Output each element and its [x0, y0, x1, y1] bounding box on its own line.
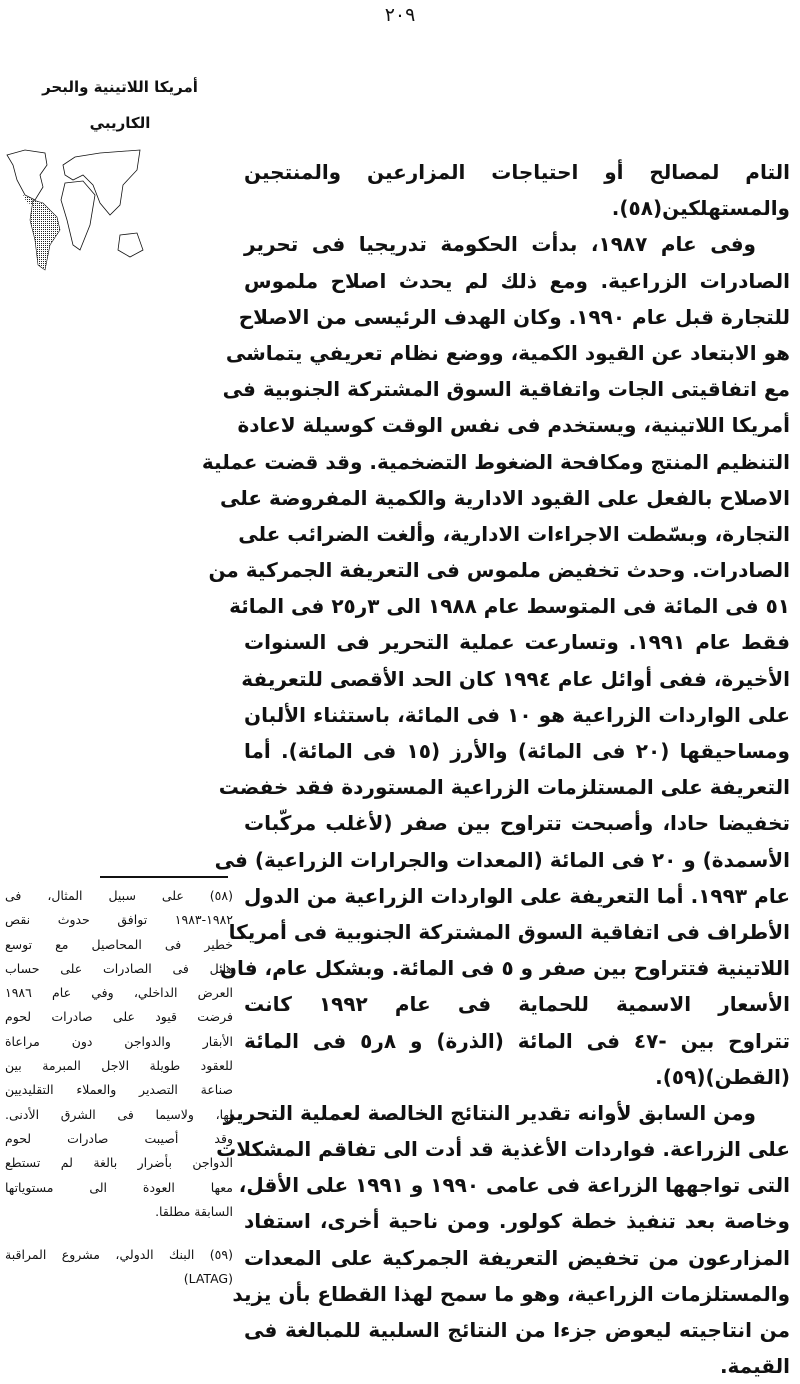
footnote-58	[5, 884, 233, 1224]
text-line: ٥١ فى المائة فى المتوسط عام ١٩٨٨ الى ٣ر٢٥ فى المائة	[229, 594, 790, 619]
text-line: على الواردات الزراعية هو ١٠ فى المائة، باستثناء الألبان	[244, 702, 790, 727]
footnote-line: معها العودة الى مستوياتها	[5, 1179, 233, 1195]
world-map-icon	[5, 145, 145, 275]
text-line: ومن السابق لأوانه تقدير النتائج الخالصة لعملية التحرير	[223, 1100, 756, 1125]
text-line: القيمة.	[719, 1354, 790, 1379]
text-line: التنظيم المنتج ومكافحة الضغوط التضخمية. وقد قضت عملية	[201, 449, 790, 474]
footnote-line: العرض الداخلي، وفي عام ١٩٨٦	[5, 985, 233, 1001]
footnote-line: (٥٩) البنك الدولي، مشروع المراقبة	[5, 1247, 233, 1262]
footnote-line: صناعة التصدير والعملاء التقليديين	[5, 1082, 233, 1098]
footnote-line: فرضت قيود على صادرات لحوم	[5, 1009, 233, 1025]
text-line: عام ١٩٩٣. أما التعريفة على الواردات الزراعية من الدول	[244, 883, 790, 908]
text-line: هو الابتعاد عن القيود الكمية، ووضع نظام تعريفي يتماشى	[225, 340, 790, 365]
sidebar-title-line1: أمريكا اللاتينية والبحر	[42, 78, 198, 96]
footnote-line: لها، ولاسيما فى الشرق الأدنى.	[5, 1106, 233, 1122]
text-line: التام لمصالح أو احتياجات المزارعين والمنتجين	[244, 160, 790, 184]
text-line: والمستهلكين(٥٨).	[611, 196, 790, 221]
footnote-line: الدواجن بأضرار بالغة لم تستطع	[5, 1155, 233, 1171]
text-line: الصادرات الزراعية. ومع ذلك لم يحدث اصلاح ملموس	[244, 268, 790, 293]
text-line: فقط عام ١٩٩١. وتسارعت عملية التحرير فى السنوات	[244, 630, 790, 655]
text-line: ومساحيقها (٢٠ فى المائة) والأرز (١٥ فى المائة). أما	[244, 739, 790, 763]
footnote-line: (LATAG)	[183, 1271, 233, 1287]
text-line: الأسعار الاسمية للحماية فى عام ١٩٩٢ كانت	[244, 992, 790, 1017]
text-line: التى تواجهها الزراعة فى عامى ١٩٩٠ و ١٩٩١ على الأقل،	[238, 1173, 790, 1198]
text-line: التعريفة على المستلزمات الزراعية المستوردة فقد خفضت	[218, 775, 790, 800]
footnote-divider	[100, 876, 228, 878]
text-line: الأطراف فى اتفاقية السوق المشتركة الجنوبية فى أمريكا	[228, 919, 790, 944]
footnote-line: وقد أصيبت صادرات لحوم	[5, 1130, 233, 1146]
footnote-line: للعقود طويلة الاجل المبرمة بين	[5, 1058, 233, 1074]
footnote-line: السابقة مطلقا.	[155, 1203, 233, 1219]
text-line: الأخيرة، ففى أوائل عام ١٩٩٤ كان الحد الأقصى للتعريفة	[241, 666, 790, 691]
text-line: الاصلاح بالفعل على القيود الادارية والكمية المفروضة على	[220, 485, 790, 510]
text-line: الأسمدة) و ٢٠ فى المائة (المعدات والجرارات الزراعية) فى	[214, 847, 790, 872]
footnote-line: هائل فى الصادرات على حساب	[5, 960, 233, 976]
text-line: الصادرات. وحدث تخفيض ملموس فى التعريفة الجمركية من	[208, 558, 790, 583]
text-line: والمستلزمات الزراعية، وهو ما سمح لهذا القطاع بأن يزيد	[232, 1281, 790, 1306]
text-line: التجارة، وبسّطت الاجراءات الادارية، وألغت الضرائب على	[238, 521, 790, 546]
sidebar-title-line2: الكاريبي	[89, 114, 151, 132]
footnote-line: الأبقار والدواجن دون مراعاة	[5, 1033, 233, 1049]
text-line: المزارعون من تخفيض التعريفة الجمركية على المعدات	[244, 1245, 790, 1270]
text-line: تخفيضا حادا، وأصبحت تتراوح بين صفر (لأغلب مركّبات	[244, 811, 790, 836]
text-line: اللاتينية فتتراوح بين صفر و ٥ فى المائة. وبشكل عام، فان	[219, 956, 790, 981]
footnote-line: ١٩٨٢-١٩٨٣ توافق حدوث نقص	[5, 912, 233, 928]
text-line: وخاصة بعد تنفيذ خطة كولور. ومن ناحية أخرى، استفاد	[244, 1209, 790, 1234]
page-number: ٢٠٩	[384, 4, 416, 26]
text-line: تتراوح بين -٤٧ فى المائة (الذرة) و ٨ر٥ فى المائة	[244, 1028, 790, 1053]
footnote-line: (٥٨) على سبيل المثال، فى	[5, 888, 233, 903]
text-line: من انتاجيته ليعوض جزءا من النتائج السلبية للمبالغة فى	[244, 1318, 790, 1342]
footnote-59	[5, 1243, 233, 1292]
text-line: للتجارة قبل عام ١٩٩٠. وكان الهدف الرئيسى من الاصلاح	[238, 304, 790, 329]
text-line: (القطن)(٥٩).	[655, 1064, 790, 1089]
text-line: على الزراعة. فواردات الأغذية قد أدت الى تفاقم المشكلات	[216, 1137, 790, 1162]
text-line: أمريكا اللاتينية، ويستخدم فى نفس الوقت كوسيلة لاعادة	[237, 413, 790, 438]
text-line: وفى عام ١٩٨٧، بدأت الحكومة تدريجيا فى تحرير	[244, 232, 756, 257]
footnote-line: خطير فى المحاصيل مع توسع	[5, 936, 233, 952]
text-line: مع اتفاقيتى الجات واتفاقية السوق المشتركة الجنوبية فى	[222, 377, 790, 402]
